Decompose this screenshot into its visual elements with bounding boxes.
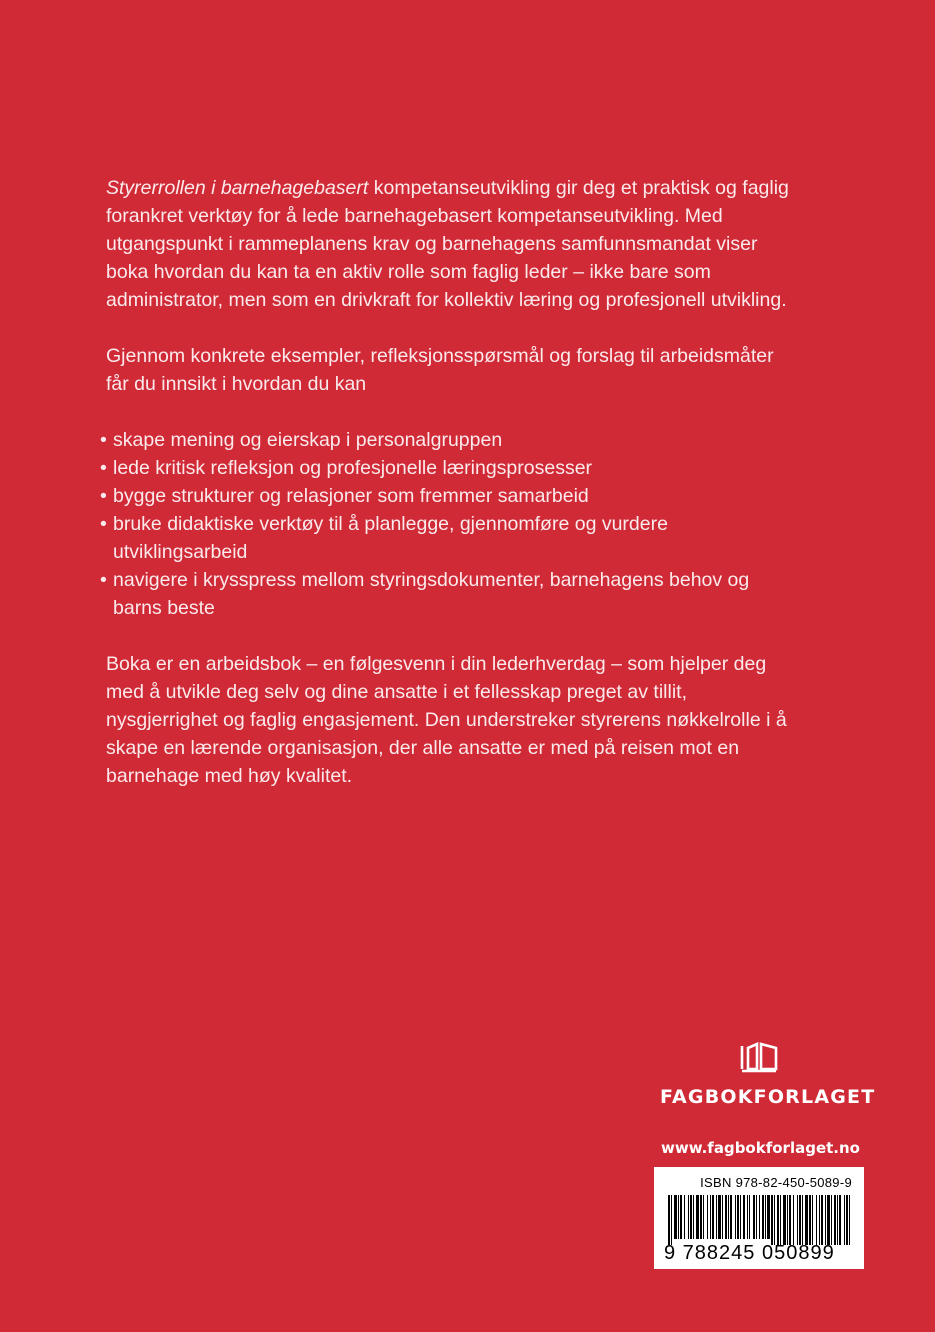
bullet-symbol: •: [100, 513, 107, 535]
bullet-symbol: •: [100, 569, 107, 591]
publisher-name: FAGBOKFORLAGET: [660, 1086, 876, 1108]
list-item-text: skape mening og eierskap i personalgruppen: [113, 429, 503, 451]
bullet-symbol: •: [100, 485, 107, 507]
publisher-logo: [660, 1042, 876, 1108]
list-item-text: navigere i krysspress mellom styringsdokumenter, barnehagens behov og barns beste: [113, 569, 750, 619]
list-item-text: bygge strukturer og relasjoner som fremmer samarbeid: [113, 485, 589, 507]
list-item-text: bruke didaktiske verktøy til å planlegge, gjennomføre og vurdere utviklingsarbeid: [113, 513, 668, 563]
list-item: [100, 510, 796, 566]
list-item: [100, 426, 796, 454]
bullet-symbol: •: [100, 457, 107, 479]
list-item: [100, 482, 796, 510]
skills-list: [100, 426, 796, 622]
intro-paragraph: [106, 174, 796, 314]
methods-paragraph: Gjennom konkrete eksempler, refleksjonsspørsmål og forslag til arbeidsmåter får du innsikt i hvordan du kan: [106, 345, 774, 395]
isbn-barcode: [654, 1167, 864, 1269]
list-item: [100, 454, 796, 482]
bullet-symbol: •: [100, 429, 107, 451]
barcode-digits: 9 788245 050899: [664, 1242, 835, 1264]
barcode-bars: [662, 1195, 856, 1245]
list-item-text: lede kritisk refleksjon og profesjonelle læringsprosesser: [113, 457, 593, 479]
intro-text: kompetanseutvikling gir deg et praktisk og faglig forankret verktøy for å lede barnehagebasert kompetanseutvikling. Med utgangspunkt i rammeplanens krav og barnehagens samfunnsmandat viser boka hvordan du kan ta en aktiv rolle som faglig leder – ikke bare som administrator, men som en drivkraft for kollektiv læring og profesjonell utvikling.: [106, 177, 789, 311]
isbn-label: ISBN 978-82-450-5089-9: [700, 1175, 852, 1190]
publisher-url: www.fagbokforlaget.no: [661, 1139, 860, 1157]
book-logo-icon: [739, 1042, 779, 1074]
book-title-italic: Styrerrollen i barnehagebasert: [106, 177, 369, 199]
back-cover-description: [100, 174, 796, 818]
list-item: [100, 566, 796, 622]
closing-paragraph: Boka er en arbeidsbok – en følgesvenn i din lederhverdag – som hjelper deg med å utvikle deg selv og dine ansatte i et fellesskap preget av tillit, nysgjerrighet og faglig engasjement. Den understreker styrerens nøkkelrolle i å skape en lærende organisasjon, der alle ansatte er med på reisen mot en barnehage med høy kvalitet.: [106, 653, 787, 787]
